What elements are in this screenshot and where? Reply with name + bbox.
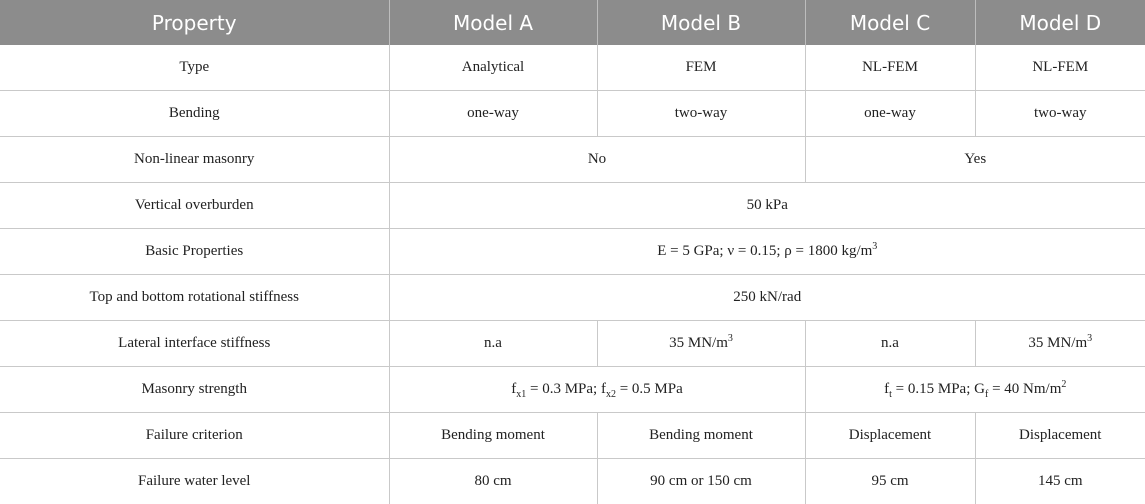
cell-models-c-d	[805, 367, 1145, 413]
cell-model-b: Bending moment	[597, 413, 805, 459]
row-rotational-stiffness	[0, 275, 1145, 321]
cell-model-d: two-way	[975, 91, 1145, 137]
cell-model-a: Analytical	[389, 45, 597, 91]
value-text: 35 MN/m	[669, 335, 728, 351]
cell-all-models: 50 kPa	[389, 183, 1145, 229]
text-part: f	[884, 381, 889, 397]
cell-all-models	[389, 229, 1145, 275]
row-label: Failure water level	[0, 459, 389, 504]
value-text: 35 MN/m	[1028, 335, 1087, 351]
subscript: t	[889, 389, 892, 400]
row-label: Basic Properties	[0, 229, 389, 275]
cell-model-c: one-way	[805, 91, 975, 137]
subscript: f	[985, 389, 988, 400]
cell-model-a: n.a	[389, 321, 597, 367]
row-non-linear-masonry	[0, 137, 1145, 183]
cell-model-c: 95 cm	[805, 459, 975, 504]
header-property: Property	[0, 0, 389, 45]
row-label: Masonry strength	[0, 367, 389, 413]
superscript: 3	[872, 241, 877, 252]
cell-models-c-d: Yes	[805, 137, 1145, 183]
row-label: Non-linear masonry	[0, 137, 389, 183]
cell-model-a: 80 cm	[389, 459, 597, 504]
cell-model-d: NL-FEM	[975, 45, 1145, 91]
header-model-b: Model B	[597, 0, 805, 45]
row-masonry-strength	[0, 367, 1145, 413]
row-failure-criterion	[0, 413, 1145, 459]
text-part: f	[511, 381, 516, 397]
subscript: x2	[606, 389, 616, 400]
row-basic-properties	[0, 229, 1145, 275]
text-part: = 0.3 MPa; f	[526, 381, 606, 397]
cell-model-b: FEM	[597, 45, 805, 91]
subscript: x1	[516, 389, 526, 400]
row-vertical-overburden	[0, 183, 1145, 229]
cell-model-b	[597, 321, 805, 367]
cell-model-b: 90 cm or 150 cm	[597, 459, 805, 504]
superscript: 2	[1061, 379, 1066, 390]
header-model-d: Model D	[975, 0, 1145, 45]
text-part: = 40 Nm/m	[988, 381, 1061, 397]
row-label: Failure criterion	[0, 413, 389, 459]
cell-models-a-b: No	[389, 137, 805, 183]
row-label: Lateral interface stiffness	[0, 321, 389, 367]
row-lateral-interface-stiffness	[0, 321, 1145, 367]
row-failure-water-level	[0, 459, 1145, 504]
row-bending	[0, 91, 1145, 137]
header-model-c: Model C	[805, 0, 975, 45]
basic-properties-text: E = 5 GPa; ν = 0.15; ρ = 1800 kg/m	[657, 243, 872, 259]
row-label: Top and bottom rotational stiffness	[0, 275, 389, 321]
cell-model-a: Bending moment	[389, 413, 597, 459]
table-body	[0, 45, 1145, 504]
cell-model-d: 145 cm	[975, 459, 1145, 504]
row-type	[0, 45, 1145, 91]
superscript: 3	[728, 333, 733, 344]
cell-model-a: one-way	[389, 91, 597, 137]
cell-model-c: NL-FEM	[805, 45, 975, 91]
cell-model-d	[975, 321, 1145, 367]
row-label: Bending	[0, 91, 389, 137]
header-model-a: Model A	[389, 0, 597, 45]
cell-models-a-b	[389, 367, 805, 413]
table-header	[0, 0, 1145, 45]
cell-model-c: Displacement	[805, 413, 975, 459]
superscript: 3	[1087, 333, 1092, 344]
row-label: Type	[0, 45, 389, 91]
text-part: = 0.5 MPa	[616, 381, 683, 397]
row-label: Vertical overburden	[0, 183, 389, 229]
cell-model-c: n.a	[805, 321, 975, 367]
cell-model-d: Displacement	[975, 413, 1145, 459]
header-row	[0, 0, 1145, 45]
cell-all-models: 250 kN/rad	[389, 275, 1145, 321]
text-part: = 0.15 MPa; G	[892, 381, 985, 397]
cell-model-b: two-way	[597, 91, 805, 137]
